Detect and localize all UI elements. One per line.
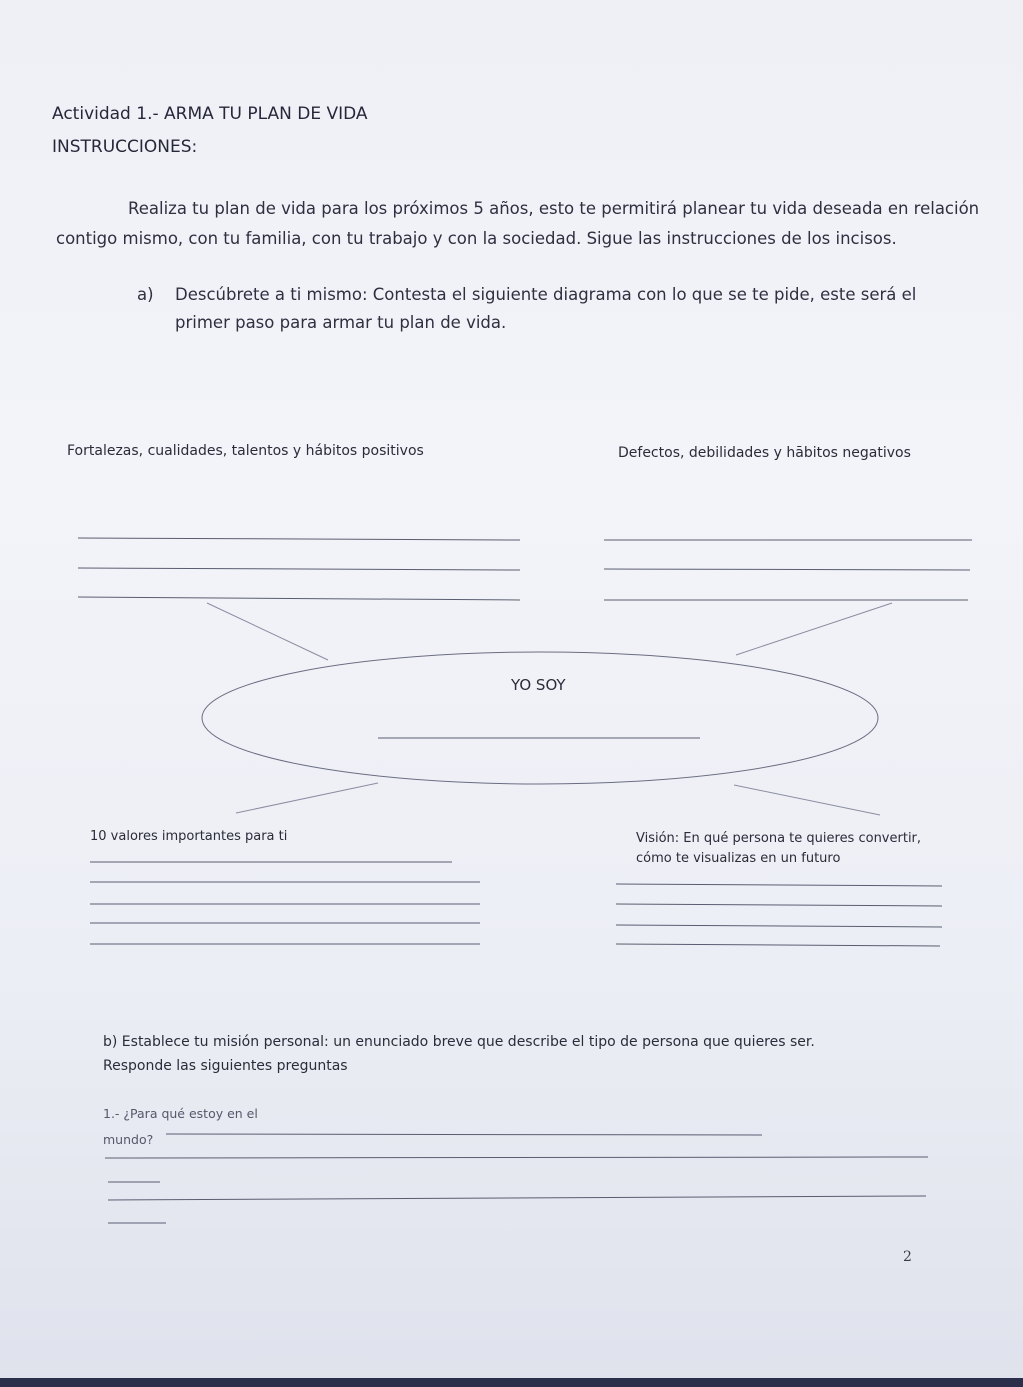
vision-answer-line xyxy=(616,884,942,886)
question-1 xyxy=(103,1101,258,1153)
strengths-answer-line xyxy=(78,597,520,600)
activity-title: Actividad 1.- ARMA TU PLAN DE VIDA xyxy=(52,104,368,124)
item-a-label: a) xyxy=(137,285,154,304)
strengths-answer-line xyxy=(78,568,520,570)
connector-bottom-left xyxy=(236,783,378,813)
mission-answer-line xyxy=(108,1196,926,1200)
strengths-answer-line xyxy=(78,538,520,540)
yo-soy-label: YO SOY xyxy=(511,676,566,694)
connector-top-right xyxy=(736,603,892,655)
question-1-line-2: mundo? xyxy=(103,1132,154,1147)
vision-heading-line-2: cómo te visualizas en un futuro xyxy=(636,851,841,866)
intro-line-2: contigo mismo, con tu familia, con tu trabajo y con la sociedad. Sigue las instrucciones de los incisos. xyxy=(56,229,897,248)
vision-heading xyxy=(636,829,996,869)
item-b: b) Establece tu misión personal: un enunciado breve que describe el tipo de persona que quieres ser. xyxy=(103,1034,815,1050)
weaknesses-answer-line xyxy=(604,569,970,570)
question-1-line-1: 1.- ¿Para qué estoy en el xyxy=(103,1106,258,1121)
yo-soy-ellipse xyxy=(202,652,878,784)
values-heading: 10 valores importantes para ti xyxy=(90,829,288,844)
mission-answer-line xyxy=(105,1157,928,1158)
item-a-line-1: Descúbrete a ti mismo: Contesta el siguiente diagrama con lo que se te pide, este será el xyxy=(175,285,917,304)
intro-line-1: Realiza tu plan de vida para los próximos 5 años, esto te permitirá planear tu vida deseada en relación xyxy=(128,199,980,218)
item-b-prompt: Responde las siguientes preguntas xyxy=(103,1058,348,1074)
vision-answer-line xyxy=(616,944,940,946)
vision-answer-line xyxy=(616,904,942,906)
page-number: 2 xyxy=(903,1249,912,1265)
instructions-heading: INSTRUCCIONES: xyxy=(52,137,198,157)
vision-heading-line-1: Visión: En qué persona te quieres convertir, xyxy=(636,831,922,846)
connector-top-left xyxy=(207,603,328,660)
strengths-heading: Fortalezas, cualidades, talentos y hábitos positivos xyxy=(67,443,424,459)
background-surface xyxy=(0,1378,1023,1387)
item-a-line-2: primer paso para armar tu plan de vida. xyxy=(175,313,507,332)
connector-bottom-right xyxy=(734,785,880,815)
vision-answer-line xyxy=(616,925,942,927)
weaknesses-heading: Defectos, debilidades y hābitos negativos xyxy=(618,445,911,461)
